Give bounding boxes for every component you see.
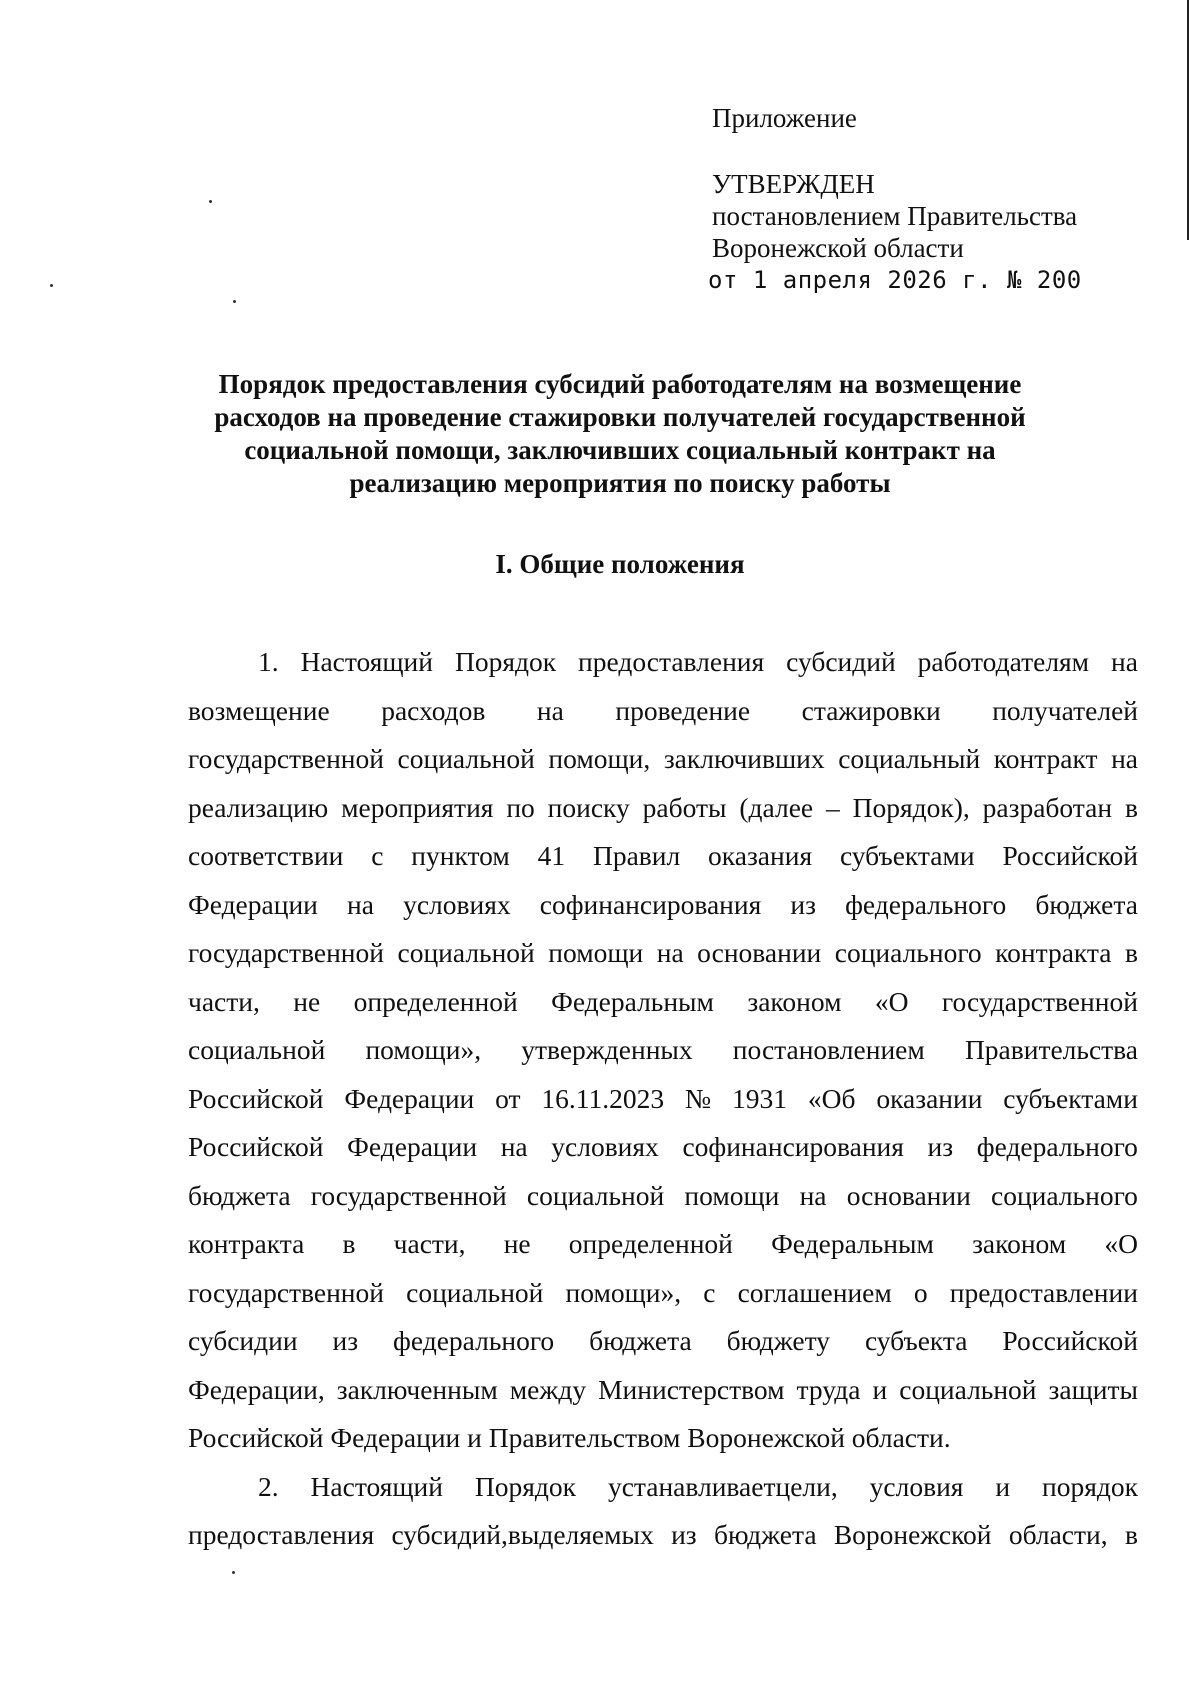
word: предоставления	[578, 646, 765, 677]
word: на	[500, 1131, 528, 1162]
word: бюджета	[1035, 888, 1138, 920]
word: социального	[834, 937, 982, 968]
word: на	[799, 1179, 827, 1211]
word: о	[913, 1276, 928, 1308]
document-title	[200, 368, 1040, 500]
word: софинансирования	[682, 1131, 904, 1162]
word: Министерством	[598, 1373, 785, 1405]
word: помощи	[548, 937, 644, 968]
word: социальной	[397, 937, 535, 968]
word: не	[293, 985, 321, 1017]
word: основании	[697, 937, 822, 968]
word: государственной	[188, 743, 384, 774]
word: разработан	[982, 791, 1113, 823]
word: по	[506, 791, 535, 823]
word: заключенным	[336, 1373, 498, 1405]
text-line	[188, 1414, 1138, 1463]
text-line	[188, 1463, 1138, 1512]
word: с	[703, 1276, 716, 1308]
appendix-label: Приложение	[712, 103, 857, 133]
word: на	[1111, 743, 1138, 774]
approval-block	[708, 102, 1172, 296]
word: на	[656, 937, 684, 968]
word: Настоящий	[310, 1470, 443, 1502]
text-line	[188, 784, 1138, 833]
document-body	[188, 638, 1138, 1560]
word: социальной	[406, 1276, 544, 1308]
word: от	[495, 1082, 521, 1114]
word: заключивших	[663, 743, 825, 774]
word: законом	[972, 1228, 1067, 1259]
word: постановлением	[732, 1034, 925, 1065]
text-line	[188, 1075, 1138, 1124]
word: федерального	[393, 1325, 555, 1356]
word: социального	[991, 1179, 1138, 1211]
approved-by-line: постановлением Правительства	[712, 201, 1078, 231]
word: оказания	[708, 840, 813, 871]
scan-speck	[209, 200, 212, 203]
word: «Об	[807, 1082, 856, 1114]
word: социальной	[899, 1373, 1037, 1405]
word: не	[503, 1228, 531, 1259]
word: бюджета	[713, 1519, 817, 1550]
word: Федеральным	[771, 1228, 934, 1259]
paragraph-1	[188, 638, 1138, 1463]
word: бюджета	[589, 1325, 692, 1356]
text-line	[188, 1220, 1138, 1269]
word: Правил	[592, 840, 681, 871]
word: софинансирования	[539, 888, 762, 920]
word: социальной	[188, 1034, 326, 1065]
word: между	[509, 1373, 587, 1405]
approved-by-line: Воронежской области	[712, 233, 964, 263]
text-line	[188, 638, 1138, 687]
word: субъекта	[864, 1325, 968, 1356]
word: мероприятия	[341, 791, 494, 823]
word: из	[671, 1519, 697, 1550]
word: из	[790, 888, 816, 920]
word: реализацию	[188, 791, 329, 823]
title-line: социальной помощи, заключивших социальный контракт на	[244, 435, 996, 465]
word: Российской	[1002, 1325, 1138, 1356]
text-line	[188, 881, 1138, 930]
word: возмещение	[188, 694, 330, 726]
word: в	[1124, 791, 1138, 823]
word: государственной	[310, 1179, 507, 1211]
word: государственной	[188, 937, 384, 968]
word: социальной	[397, 743, 535, 774]
word: условия	[869, 1470, 964, 1502]
word: основании	[846, 1179, 971, 1211]
paragraph-2	[188, 1463, 1138, 1560]
word: субъектами	[839, 840, 975, 871]
word: труда	[796, 1373, 861, 1405]
word: на	[347, 888, 374, 920]
word: Порядок	[454, 646, 557, 677]
word: Российской	[188, 1131, 324, 1162]
word: проведение	[615, 694, 751, 726]
word: расходов	[381, 694, 486, 726]
word: бюджету	[726, 1325, 830, 1356]
word: Воронежской	[833, 1519, 992, 1550]
scan-speck	[232, 1571, 235, 1574]
text-line	[188, 929, 1138, 978]
word: Российской Федерации и Правительством Воронежской области.	[188, 1422, 951, 1453]
word: Федерации	[188, 888, 318, 920]
title-line: Порядок предоставления субсидий работодателям на возмещение	[218, 369, 1022, 399]
word: контракта	[188, 1228, 305, 1259]
word: предоставления	[188, 1519, 375, 1550]
word: работы	[642, 791, 727, 823]
word: части,	[188, 985, 260, 1017]
word: субсидии	[188, 1325, 298, 1356]
word: федерального	[845, 888, 1007, 920]
word: контракта	[995, 937, 1112, 968]
scan-speck	[233, 300, 236, 303]
text-line	[188, 1172, 1138, 1221]
word: Порядок),	[852, 791, 970, 823]
word: поиску	[547, 791, 630, 823]
word: и	[995, 1470, 1011, 1502]
word: «О	[874, 985, 909, 1017]
approval-date-number: от 1 апреля 2026 г. № 200	[708, 266, 1082, 294]
word: утвержденных	[521, 1034, 693, 1065]
word: соглашением	[737, 1276, 892, 1308]
word: 41	[537, 840, 566, 871]
text-line	[188, 978, 1138, 1027]
word: помощи»,	[365, 1034, 482, 1065]
word: в	[1124, 937, 1138, 968]
word: получателей	[992, 694, 1138, 726]
word: бюджета	[188, 1179, 291, 1211]
word: Федерации	[344, 1082, 475, 1114]
word: законом	[747, 985, 842, 1017]
word: определенной	[568, 1228, 733, 1259]
word: области,	[1008, 1519, 1108, 1550]
word: Порядок	[474, 1470, 577, 1502]
word: защиты	[1048, 1373, 1138, 1405]
word: на	[536, 694, 564, 726]
word: условиях	[403, 888, 511, 920]
word: субсидий,выделяемых	[391, 1519, 654, 1550]
text-line	[188, 1026, 1138, 1075]
word: Федерации,	[188, 1373, 325, 1405]
text-line	[188, 735, 1138, 784]
word: с	[371, 840, 384, 871]
word: Российской	[188, 1082, 324, 1114]
word: соответствии	[188, 840, 344, 871]
word: социальный	[838, 743, 981, 774]
word: 1931	[732, 1082, 788, 1114]
section-heading: I. Общие положения	[495, 549, 745, 579]
word: 1.	[258, 646, 279, 677]
word: «О	[1104, 1228, 1138, 1259]
word: из	[927, 1131, 954, 1162]
word: социальной	[526, 1179, 665, 1211]
word: пунктом	[411, 840, 510, 871]
word: устанавливаетцели,	[607, 1470, 838, 1502]
scan-speck	[50, 284, 53, 287]
word: определенной	[353, 985, 518, 1017]
word: помощи»,	[565, 1276, 682, 1308]
word: Российской	[1002, 840, 1138, 871]
text-line	[188, 1317, 1138, 1366]
word: в	[342, 1228, 356, 1259]
word: 16.11.2023	[541, 1082, 665, 1114]
word: помощи	[684, 1179, 780, 1211]
word: федерального	[976, 1131, 1138, 1162]
word: субъектами	[1003, 1082, 1138, 1114]
word: в	[1124, 1519, 1138, 1550]
word: (далее	[739, 791, 814, 823]
word: порядок	[1042, 1470, 1138, 1502]
text-line	[188, 832, 1138, 881]
word: и	[872, 1373, 888, 1405]
word: субсидий	[786, 646, 896, 677]
text-line	[188, 1366, 1138, 1415]
text-line	[188, 687, 1138, 736]
word: 2.	[258, 1470, 279, 1502]
word: на	[1111, 646, 1138, 677]
word: №	[684, 1082, 712, 1114]
word: части,	[393, 1228, 466, 1259]
scan-edge-line	[1187, 0, 1189, 240]
word: условиях	[551, 1131, 659, 1162]
word: стажировки	[801, 694, 941, 726]
word: из	[332, 1325, 359, 1356]
word: государственной	[188, 1276, 384, 1308]
text-line	[188, 1511, 1138, 1560]
word: предоставлении	[949, 1276, 1138, 1308]
word: Федеральным	[551, 985, 714, 1017]
word: Правительства	[964, 1034, 1138, 1065]
text-line	[188, 1269, 1138, 1318]
word: контракт	[993, 743, 1098, 774]
word: работодателям	[917, 646, 1090, 677]
word: Настоящий	[300, 646, 433, 677]
word: помощи,	[548, 743, 651, 774]
text-line	[188, 1123, 1138, 1172]
title-line: расходов на проведение стажировки получателей государственной	[214, 402, 1026, 432]
title-line: реализацию мероприятия по поиску работы	[349, 468, 891, 498]
word: государственной	[941, 985, 1138, 1017]
word: –	[825, 791, 840, 823]
word: оказании	[876, 1082, 983, 1114]
word: Федерации	[347, 1131, 478, 1162]
approved-label: УТВЕРЖДЕН	[712, 169, 875, 199]
